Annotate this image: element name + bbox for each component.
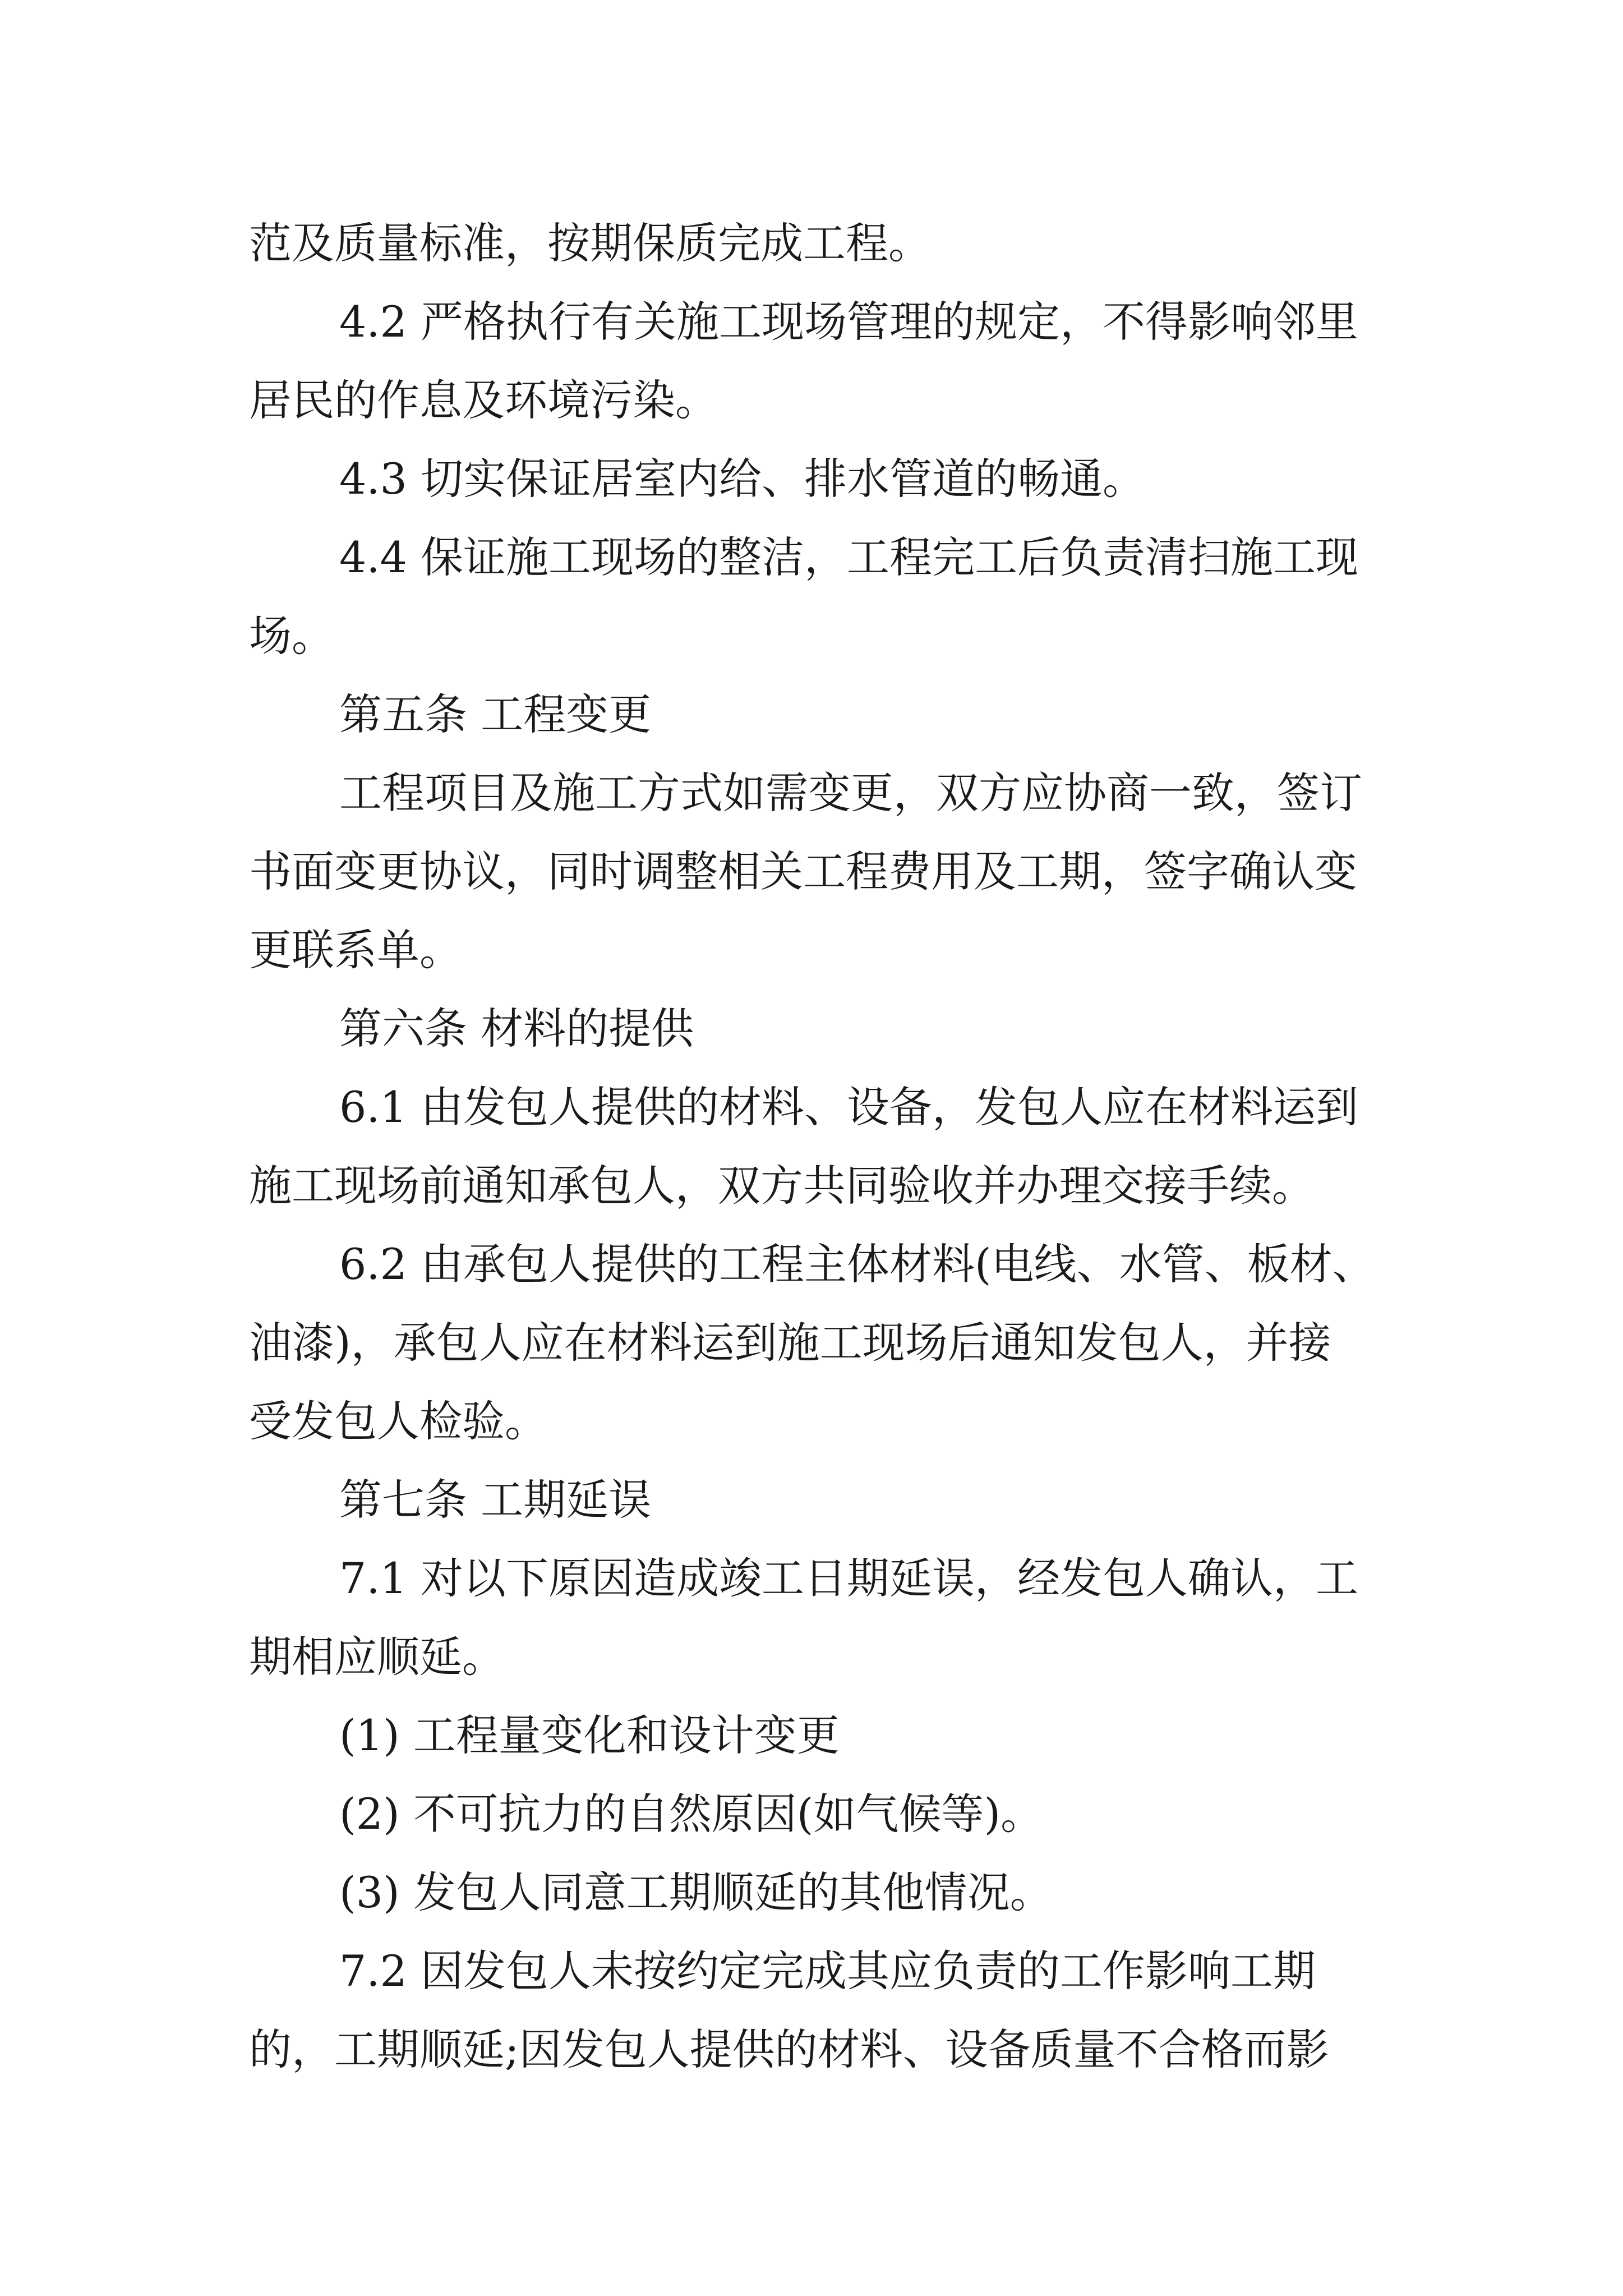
section-heading-6: 第六条 材料的提供 — [339, 1004, 694, 1053]
list-item-1: (1) 工程量变化和设计变更 — [339, 1710, 840, 1760]
text-line: 施工现场前通知承包人，双方共同验收并办理交接手续。 — [249, 1161, 1315, 1211]
text-line: 油漆)，承包人应在材料运到施工现场后通知发包人，并接 — [249, 1318, 1331, 1368]
text-line: 受发包人检验。 — [249, 1396, 547, 1446]
text-line: 工程项目及施工方式如需变更，双方应协商一致，签订 — [339, 768, 1362, 818]
clause-4-3-line: 4.3 切实保证居室内给、排水管道的畅通。 — [339, 454, 1146, 504]
text-line: 期相应顺延。 — [249, 1632, 505, 1682]
text-line: 的，工期顺延;因发包人提供的材料、设备质量不合格而影 — [249, 2024, 1329, 2074]
list-item-3: (3) 发包人同意工期顺延的其他情况。 — [339, 1867, 1053, 1917]
text-line: 居民的作息及环境污染。 — [249, 375, 718, 425]
section-heading-7: 第七条 工期延误 — [339, 1475, 652, 1525]
text-line: 范及质量标准，按期保质完成工程。 — [249, 218, 931, 268]
clause-7-1-line: 7.1 对以下原因造成竣工日期延误，经发包人确认，工 — [339, 1553, 1359, 1603]
text-line: 场。 — [249, 611, 334, 661]
text-line: 更联系单。 — [249, 925, 462, 975]
text-line: 书面变更协议，同时调整相关工程费用及工期，签字确认变 — [249, 846, 1357, 896]
section-heading-5: 第五条 工程变更 — [339, 689, 652, 739]
clause-4-4-line: 4.4 保证施工现场的整洁，工程完工后负责清扫施工现 — [339, 532, 1359, 582]
clause-4-2-line: 4.2 严格执行有关施工现场管理的规定，不得影响邻里 — [339, 297, 1359, 347]
list-item-2: (2) 不可抗力的自然原因(如气候等)。 — [339, 1789, 1044, 1839]
clause-6-1-line: 6.1 由发包人提供的材料、设备，发包人应在材料运到 — [339, 1082, 1359, 1132]
clause-6-2-line: 6.2 由承包人提供的工程主体材料(电线、水管、板材、 — [339, 1239, 1375, 1289]
clause-7-2-line: 7.2 因发包人未按约定完成其应负责的工作影响工期 — [339, 1946, 1316, 1996]
